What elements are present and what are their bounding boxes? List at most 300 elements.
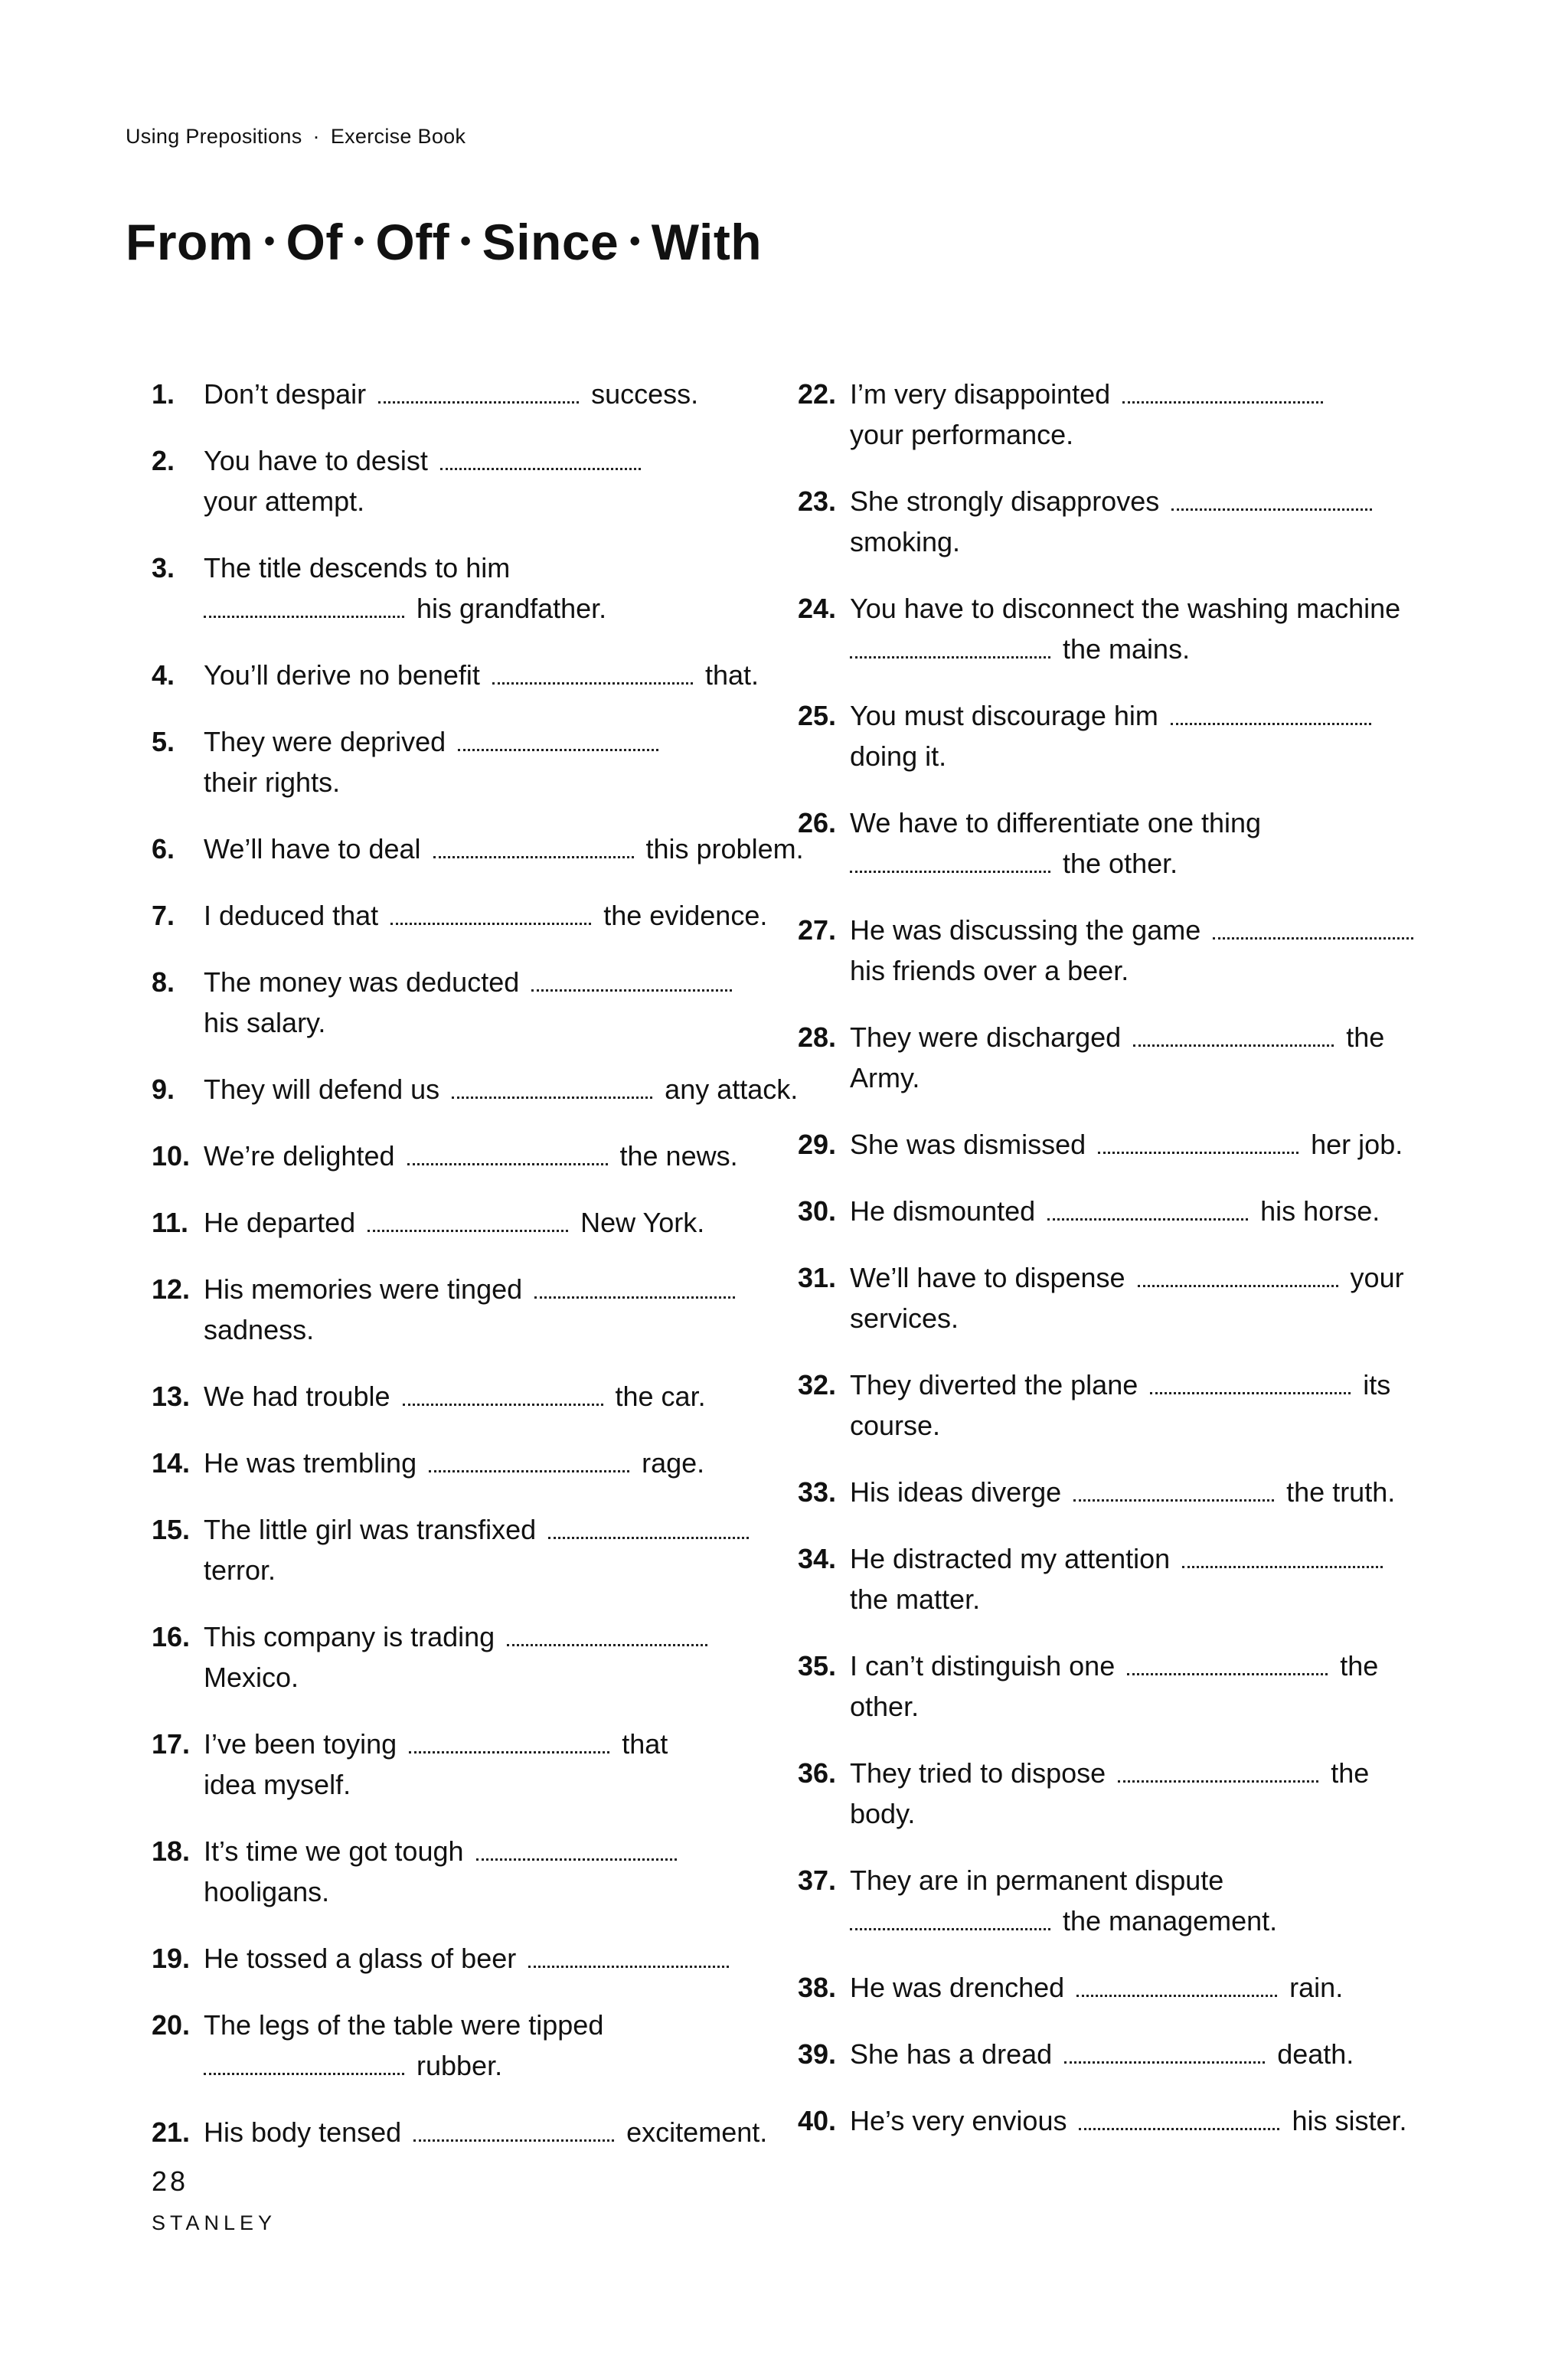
exercise-item — [152, 895, 768, 936]
answer-blank[interactable] — [1118, 1777, 1318, 1783]
exercise-number: 16. — [152, 1621, 191, 1652]
sentence-line — [850, 1860, 1426, 1901]
answer-blank[interactable] — [1150, 1389, 1351, 1394]
exercise-item — [798, 802, 1426, 884]
answer-blank[interactable] — [548, 1534, 749, 1539]
sentence-text: We’ll have to dispense — [850, 1262, 1125, 1293]
exercise-number: 6. — [152, 833, 175, 864]
sentence-line — [850, 414, 1426, 455]
sentence-text: doing it. — [850, 740, 947, 772]
sentence-line — [204, 2112, 768, 2152]
sentence-line — [204, 1443, 764, 1483]
sentence-line — [850, 1579, 1426, 1619]
sentence-text: They diverted the plane — [850, 1369, 1138, 1400]
exercise-item — [152, 374, 764, 414]
sentence-line — [850, 1017, 1426, 1057]
answer-blank[interactable] — [1064, 2058, 1265, 2064]
exercise-item — [152, 1724, 764, 1805]
exercise-number: 4. — [152, 659, 175, 691]
exercise-number: 26. — [798, 807, 837, 838]
exercise-item — [152, 721, 764, 802]
sentence-line — [204, 1309, 764, 1350]
sentence-line — [204, 440, 764, 481]
sentence-text: services. — [850, 1302, 959, 1334]
sentence-text: They will defend us — [204, 1074, 440, 1105]
sentence-line — [204, 374, 764, 414]
answer-blank[interactable] — [1076, 1992, 1277, 1997]
sentence-line — [204, 481, 764, 521]
sentence-line — [204, 1764, 764, 1805]
running-header — [126, 125, 466, 149]
exercise-item — [798, 588, 1426, 669]
sentence-text: its — [1363, 1369, 1391, 1400]
sentence-line — [850, 374, 1426, 414]
exercise-item — [798, 1967, 1426, 2008]
sentence-text: his grandfather. — [416, 593, 607, 624]
exercise-item — [152, 547, 764, 629]
sentence-line — [204, 2045, 764, 2086]
sentence-text: He tossed a glass of beer — [204, 1943, 517, 1974]
answer-blank[interactable] — [1213, 934, 1413, 940]
sentence-text: his friends over a beer. — [850, 955, 1129, 986]
sentence-line — [204, 1069, 799, 1110]
sentence-text: the evidence. — [603, 900, 768, 931]
exercise-number: 38. — [798, 1972, 837, 2003]
sentence-line — [850, 1124, 1426, 1165]
page-title — [126, 213, 762, 271]
exercise-sentence — [204, 1376, 764, 1417]
answer-blank[interactable] — [204, 613, 404, 618]
answer-blank[interactable] — [1171, 505, 1372, 511]
sentence-line — [850, 843, 1426, 884]
sentence-text: I’ve been toying — [204, 1728, 397, 1760]
exercise-number: 40. — [798, 2105, 837, 2136]
exercise-number: 24. — [798, 593, 837, 624]
exercise-sentence — [850, 1860, 1426, 1941]
exercise-number: 34. — [798, 1543, 837, 1574]
sentence-text: His memories were tinged — [204, 1273, 523, 1305]
answer-blank[interactable] — [1138, 1282, 1338, 1287]
exercise-sentence — [204, 829, 804, 869]
sentence-line — [850, 2034, 1426, 2074]
sentence-text: I can’t distinguish one — [850, 1650, 1116, 1682]
sentence-text: You’ll derive no benefit — [204, 659, 480, 691]
sentence-text: He was discussing the game — [850, 914, 1201, 946]
sentence-line — [850, 1967, 1426, 2008]
sentence-text: You have to desist — [204, 445, 428, 476]
sentence-text: hooligans. — [204, 1876, 330, 1907]
exercise-item — [152, 829, 804, 869]
sentence-text: Mexico. — [204, 1662, 299, 1693]
exercise-number: 7. — [152, 900, 175, 931]
exercise-item — [798, 1257, 1426, 1338]
exercise-sentence — [850, 374, 1426, 455]
exercise-item — [798, 1017, 1426, 1098]
exercise-sentence — [850, 2100, 1426, 2141]
sentence-text: I deduced that — [204, 900, 379, 931]
section-label: Exercise Book — [330, 125, 466, 148]
sentence-text: excitement. — [626, 2116, 768, 2148]
answer-blank[interactable] — [407, 1160, 608, 1165]
exercise-number: 8. — [152, 966, 175, 998]
sentence-text: She has a dread — [850, 2038, 1053, 2070]
sentence-line — [850, 950, 1426, 991]
page-number: 28 — [152, 2165, 189, 2197]
answer-blank[interactable] — [1047, 1215, 1248, 1221]
sentence-line — [204, 1831, 764, 1871]
sentence-text: They tried to dispose — [850, 1757, 1106, 1789]
sentence-text: She strongly disapproves — [850, 485, 1160, 517]
answer-blank[interactable] — [1079, 2125, 1279, 2130]
answer-blank[interactable] — [850, 868, 1050, 873]
sentence-text: the — [1346, 1021, 1385, 1053]
exercise-sentence — [850, 1646, 1426, 1727]
exercise-sentence — [850, 1124, 1426, 1165]
answer-blank[interactable] — [1127, 1670, 1328, 1675]
answer-blank[interactable] — [1122, 398, 1323, 404]
exercise-item — [152, 1831, 764, 1912]
title-dot: • — [629, 224, 641, 259]
sentence-line — [850, 1298, 1426, 1338]
exercise-sentence — [204, 374, 764, 414]
sentence-text: his horse. — [1260, 1195, 1380, 1227]
answer-blank[interactable] — [433, 853, 634, 858]
exercise-number: 21. — [152, 2116, 191, 2148]
sentence-text: We have to differentiate one thing — [850, 807, 1262, 838]
answer-blank[interactable] — [390, 920, 591, 925]
exercise-sentence — [850, 802, 1426, 884]
exercise-number: 12. — [152, 1273, 191, 1305]
sentence-text: I’m very disappointed — [850, 378, 1111, 410]
exercise-item — [798, 1646, 1426, 1727]
exercise-item — [152, 1136, 764, 1176]
title-dot: • — [264, 224, 276, 259]
answer-blank[interactable] — [534, 1293, 735, 1299]
exercise-sentence — [204, 440, 764, 521]
exercise-item — [798, 695, 1426, 776]
exercise-number: 10. — [152, 1140, 191, 1172]
sentence-line — [204, 1938, 764, 1979]
exercise-number: 36. — [798, 1757, 837, 1789]
sentence-line — [850, 1538, 1426, 1579]
exercise-number: 27. — [798, 914, 837, 946]
title-word: Since — [482, 214, 619, 270]
exercise-item — [152, 1509, 764, 1590]
sentence-text: your — [1350, 1262, 1404, 1293]
exercise-item — [798, 374, 1426, 455]
exercise-number: 9. — [152, 1074, 175, 1105]
answer-blank[interactable] — [1171, 720, 1371, 725]
sentence-text: his sister. — [1292, 2105, 1407, 2136]
title-word: With — [651, 214, 763, 270]
exercise-number: 15. — [152, 1514, 191, 1545]
exercise-sentence — [850, 1191, 1426, 1231]
sentence-line — [850, 1472, 1426, 1512]
exercise-sentence — [850, 588, 1426, 669]
exercise-sentence — [850, 1538, 1426, 1619]
answer-blank[interactable] — [458, 746, 658, 751]
exercise-sentence — [204, 1443, 764, 1483]
sentence-text: your attempt. — [204, 485, 365, 517]
sentence-text: that — [622, 1728, 668, 1760]
title-dot: • — [460, 224, 472, 259]
sentence-text: They were discharged — [850, 1021, 1122, 1053]
sentence-text: It’s time we got tough — [204, 1835, 464, 1867]
sentence-line — [850, 1257, 1426, 1298]
sentence-text: rage. — [642, 1447, 705, 1479]
answer-blank[interactable] — [378, 398, 579, 404]
exercise-sentence — [204, 1938, 764, 1979]
sentence-text: idea myself. — [204, 1769, 351, 1800]
book-title: Using Prepositions — [126, 125, 302, 148]
exercise-item — [798, 1753, 1426, 1834]
exercise-number: 35. — [798, 1650, 837, 1682]
sentence-line — [850, 481, 1426, 521]
sentence-line — [850, 1057, 1426, 1098]
answer-blank[interactable] — [204, 2070, 404, 2075]
exercise-sentence — [204, 1136, 764, 1176]
exercise-number: 32. — [798, 1369, 837, 1400]
exercise-number: 28. — [798, 1021, 837, 1053]
sentence-line — [850, 2100, 1426, 2141]
sentence-text: the matter. — [850, 1584, 981, 1615]
exercise-number: 23. — [798, 485, 837, 517]
sentence-text: The little girl was transfixed — [204, 1514, 537, 1545]
sentence-text: the — [1340, 1650, 1379, 1682]
sentence-text: any attack. — [665, 1074, 799, 1105]
sentence-line — [850, 629, 1426, 669]
exercise-item — [152, 962, 764, 1043]
exercise-number: 14. — [152, 1447, 191, 1479]
exercise-sentence — [204, 1616, 764, 1698]
answer-blank[interactable] — [1133, 1041, 1334, 1047]
sentence-line — [204, 721, 764, 762]
exercise-sentence — [850, 1967, 1426, 2008]
sentence-text: other. — [850, 1691, 920, 1722]
sentence-text: their rights. — [204, 766, 341, 798]
exercise-number: 2. — [152, 445, 175, 476]
exercise-number: 25. — [798, 700, 837, 731]
title-dot: • — [353, 224, 365, 259]
sentence-text: smoking. — [850, 526, 961, 557]
exercise-sentence — [204, 1202, 764, 1243]
exercise-number: 31. — [798, 1262, 837, 1293]
sentence-line — [204, 962, 764, 1002]
sentence-line — [204, 762, 764, 802]
publisher-name: STANLEY — [152, 2211, 277, 2234]
sentence-text: We’re delighted — [204, 1140, 395, 1172]
exercise-number: 20. — [152, 2009, 191, 2041]
sentence-line — [204, 1657, 764, 1698]
answer-blank[interactable] — [403, 1400, 603, 1406]
exercise-number: 39. — [798, 2038, 837, 2070]
exercise-item — [152, 655, 764, 695]
answer-blank[interactable] — [409, 1748, 609, 1753]
sentence-text: New York. — [580, 1207, 705, 1238]
exercise-item — [152, 1269, 764, 1350]
exercise-item — [798, 1191, 1426, 1231]
sentence-text: He departed — [204, 1207, 356, 1238]
sentence-text: Army. — [850, 1062, 920, 1093]
exercise-item — [798, 1124, 1426, 1165]
sentence-text: the other. — [1063, 848, 1178, 879]
sentence-line — [850, 1793, 1426, 1834]
title-word: Off — [375, 214, 450, 270]
answer-blank[interactable] — [413, 2136, 614, 2142]
exercise-number: 29. — [798, 1129, 837, 1160]
exercise-sentence — [850, 910, 1426, 991]
exercise-number: 1. — [152, 378, 175, 410]
answer-blank[interactable] — [440, 465, 641, 470]
sentence-text: this problem. — [645, 833, 804, 864]
exercise-sentence — [850, 481, 1426, 562]
sentence-text: The title descends to him — [204, 552, 511, 583]
exercise-number: 11. — [152, 1207, 189, 1238]
sentence-line — [204, 1509, 764, 1550]
sentence-text: her job. — [1311, 1129, 1403, 1160]
sentence-text: The legs of the table were tipped — [204, 2009, 604, 2041]
answer-blank[interactable] — [850, 1925, 1050, 1930]
sentence-text: the management. — [1063, 1905, 1278, 1936]
sentence-line — [204, 1724, 764, 1764]
sentence-text: His body tensed — [204, 2116, 402, 2148]
exercise-sentence — [850, 1365, 1426, 1446]
sentence-text: The money was deducted — [204, 966, 520, 998]
answer-blank[interactable] — [429, 1467, 629, 1472]
exercise-item — [798, 1472, 1426, 1512]
exercise-sentence — [850, 1257, 1426, 1338]
sentence-text: rain. — [1289, 1972, 1344, 2003]
exercise-number: 5. — [152, 726, 175, 757]
exercise-sentence — [204, 1724, 764, 1805]
answer-blank[interactable] — [1098, 1149, 1298, 1154]
exercise-item — [798, 1860, 1426, 1941]
sentence-text: the mains. — [1063, 633, 1191, 665]
answer-blank[interactable] — [1073, 1496, 1274, 1502]
sentence-line — [204, 895, 768, 936]
sentence-line — [204, 1269, 764, 1309]
sentence-line — [204, 588, 764, 629]
answer-blank[interactable] — [452, 1093, 652, 1099]
exercise-sentence — [204, 962, 764, 1043]
sentence-text: success. — [591, 378, 699, 410]
title-word: From — [126, 214, 253, 270]
sentence-line — [204, 1002, 764, 1043]
answer-blank[interactable] — [528, 1963, 729, 1968]
exercise-item — [152, 1616, 764, 1698]
exercise-sentence — [850, 2034, 1426, 2074]
exercise-number: 17. — [152, 1728, 191, 1760]
answer-blank[interactable] — [368, 1227, 568, 1232]
sentence-line — [850, 910, 1426, 950]
sentence-line — [204, 547, 764, 588]
sentence-text: We’ll have to deal — [204, 833, 421, 864]
sentence-text: He distracted my attention — [850, 1543, 1171, 1574]
sentence-line — [850, 1405, 1426, 1446]
title-word: Of — [286, 214, 343, 270]
sentence-line — [204, 1550, 764, 1590]
exercise-item — [798, 910, 1426, 991]
answer-blank[interactable] — [492, 679, 693, 685]
exercise-item — [152, 2112, 768, 2152]
exercise-number: 18. — [152, 1835, 191, 1867]
sentence-text: He dismounted — [850, 1195, 1036, 1227]
sentence-text: sadness. — [204, 1314, 315, 1345]
sentence-text: She was dismissed — [850, 1129, 1086, 1160]
exercise-sentence — [204, 1831, 764, 1912]
exercise-number: 22. — [798, 378, 837, 410]
exercise-item — [152, 2005, 764, 2086]
exercise-item — [798, 1538, 1426, 1619]
sentence-text: They are in permanent dispute — [850, 1865, 1224, 1896]
exercise-sentence — [850, 1472, 1426, 1512]
answer-blank[interactable] — [531, 986, 732, 992]
sentence-line — [204, 655, 764, 695]
exercise-sentence — [204, 2005, 764, 2086]
sentence-text: course. — [850, 1410, 941, 1441]
sentence-text: He was drenched — [850, 1972, 1065, 2003]
sentence-line — [204, 2005, 764, 2045]
sentence-text: terror. — [204, 1554, 276, 1586]
exercise-item — [152, 1938, 764, 1979]
exercise-sentence — [204, 895, 768, 936]
sentence-line — [204, 829, 804, 869]
exercise-number: 37. — [798, 1865, 837, 1896]
answer-blank[interactable] — [507, 1641, 707, 1646]
sentence-line — [850, 802, 1426, 843]
sentence-line — [850, 1646, 1426, 1686]
exercise-item — [152, 1443, 764, 1483]
exercise-sentence — [850, 1017, 1426, 1098]
exercise-item — [798, 2034, 1426, 2074]
exercise-sentence — [850, 695, 1426, 776]
exercise-sentence — [204, 2112, 768, 2152]
answer-blank[interactable] — [850, 653, 1050, 659]
sentence-text: rubber. — [416, 2050, 503, 2081]
exercise-sentence — [204, 547, 764, 629]
sentence-line — [850, 736, 1426, 776]
sentence-text: He was trembling — [204, 1447, 417, 1479]
answer-blank[interactable] — [1182, 1563, 1383, 1568]
exercise-item — [152, 1069, 799, 1110]
sentence-text: death. — [1277, 2038, 1354, 2070]
exercise-sentence — [204, 655, 764, 695]
sentence-line — [850, 1686, 1426, 1727]
sentence-line — [850, 1365, 1426, 1405]
sentence-line — [204, 1616, 764, 1657]
exercise-item — [152, 1202, 764, 1243]
exercise-item — [152, 440, 764, 521]
exercise-sentence — [204, 1069, 799, 1110]
sentence-line — [204, 1376, 764, 1417]
exercise-number: 3. — [152, 552, 175, 583]
exercise-number: 19. — [152, 1943, 191, 1974]
exercise-sentence — [204, 1269, 764, 1350]
exercise-number: 13. — [152, 1381, 191, 1412]
sentence-line — [850, 588, 1426, 629]
sentence-line — [850, 695, 1426, 736]
sentence-line — [850, 521, 1426, 562]
exercise-sentence — [204, 1509, 764, 1590]
sentence-line — [850, 1753, 1426, 1793]
answer-blank[interactable] — [476, 1855, 677, 1861]
sentence-line — [204, 1202, 764, 1243]
sentence-text: This company is trading — [204, 1621, 495, 1652]
sentence-text: the car. — [615, 1381, 706, 1412]
exercise-sentence — [850, 1753, 1426, 1834]
sentence-text: your performance. — [850, 419, 1074, 450]
exercise-item — [152, 1376, 764, 1417]
